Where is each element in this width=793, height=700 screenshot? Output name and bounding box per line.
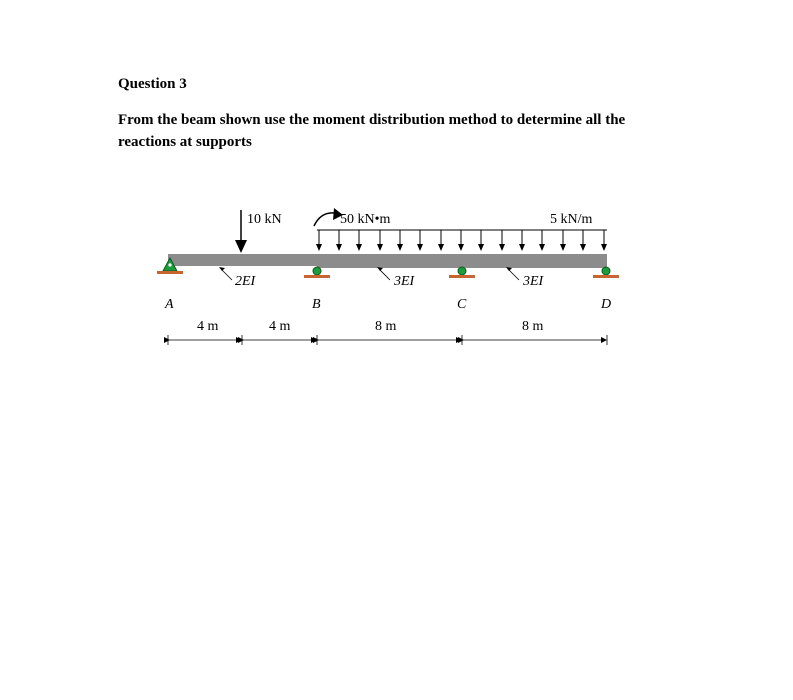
point-load-arrow-icon bbox=[235, 210, 247, 253]
support-label-b: B bbox=[312, 297, 321, 312]
dimension-ab1-label: 4 m bbox=[197, 319, 219, 334]
point-load-label: 10 kN bbox=[247, 212, 282, 227]
stiffness-cd-label: 3EI bbox=[523, 274, 544, 289]
support-c-roller-icon bbox=[449, 267, 475, 278]
stiffness-bc-leader-icon bbox=[377, 267, 390, 280]
distributed-load-icon bbox=[316, 230, 607, 251]
beam-span-bd bbox=[317, 254, 607, 268]
question-text-line-2: reactions at supports bbox=[118, 134, 252, 150]
moment-label: 50 kN•m bbox=[340, 212, 391, 227]
dimension-line bbox=[168, 335, 607, 345]
dimension-bc-label: 8 m bbox=[375, 319, 397, 334]
stiffness-cd-leader-icon bbox=[506, 267, 519, 280]
dimension-cd-label: 8 m bbox=[522, 319, 544, 334]
beam-span-ab bbox=[168, 254, 317, 266]
stiffness-ab-leader-icon bbox=[219, 267, 232, 280]
support-d-roller-icon bbox=[593, 267, 619, 278]
support-label-a: A bbox=[165, 297, 174, 312]
moment-arrow-icon bbox=[314, 208, 343, 226]
question-title: Question 3 bbox=[118, 76, 187, 92]
distributed-load-label: 5 kN/m bbox=[550, 212, 593, 227]
support-b-roller-icon bbox=[304, 267, 330, 278]
support-label-c: C bbox=[457, 297, 467, 312]
stiffness-ab-label: 2EI bbox=[235, 274, 256, 289]
support-label-d: D bbox=[601, 297, 612, 312]
stiffness-bc-label: 3EI bbox=[394, 274, 415, 289]
dimension-ab2-label: 4 m bbox=[269, 319, 291, 334]
question-text-line-1: From the beam shown use the moment distribution method to determine all the bbox=[118, 112, 626, 128]
